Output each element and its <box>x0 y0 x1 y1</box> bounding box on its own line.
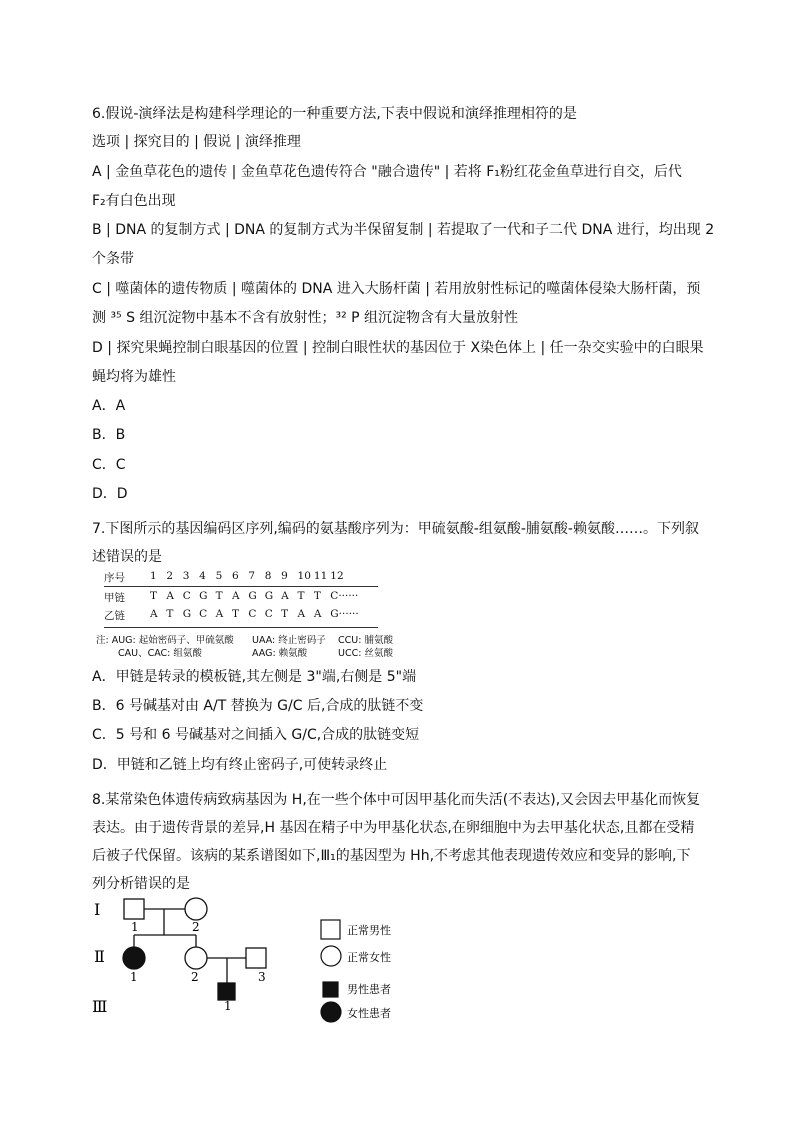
q6-option-a: A．A <box>92 398 126 414</box>
base: G <box>199 590 208 602</box>
index-cell: 3 <box>182 570 190 582</box>
q6-row-d-line1: D | 探究果蝇控制白眼基因的位置 | 控制白眼性状的基因位于 X染色体上 | 任一杂交实验中的白眼果 <box>92 340 704 356</box>
generation-2-label: Ⅱ <box>94 947 105 966</box>
base: C <box>248 608 257 620</box>
codon-note-2c: UCC: 丝氨酸 <box>338 648 393 659</box>
base: T <box>281 608 289 620</box>
base: C <box>199 608 208 620</box>
codon-note-1c: CCU: 脯氨酸 <box>338 635 393 646</box>
base: T <box>166 608 174 620</box>
base: C <box>182 590 191 602</box>
legend-affected-female-symbol <box>321 1002 341 1022</box>
legend-normal-male-label: 正常男性 <box>347 924 391 937</box>
q7-option-b: B．6 号碱基对由 A/T 替换为 G/C 后,合成的肽链不变 <box>92 698 424 714</box>
base: A <box>166 590 174 602</box>
individual-I1-normal-male <box>124 899 144 919</box>
legend-affected-male-label: 男性患者 <box>347 983 391 996</box>
index-cell: 5 <box>215 570 223 582</box>
index-cell: 11 <box>313 570 328 582</box>
chain-a-label: 甲链 <box>104 592 125 604</box>
II3-number: 3 <box>258 970 266 984</box>
II1-number: 1 <box>130 970 138 984</box>
legend-affected-female-label: 女性患者 <box>347 1007 391 1020</box>
q6-row-c-line2: 测 ³⁵ S 组沉淀物中基本不含有放射性；³² P 组沉淀物含有大量放射性 <box>92 310 519 326</box>
chain-b-label: 乙链 <box>104 610 125 622</box>
q8-stem-line3: 后被子代保留。该病的某系谱图如下,Ⅲ₁的基因型为 Hh,不考虑其他表现遗传效应和变异的影响,下 <box>92 848 691 864</box>
index-cell: 2 <box>166 570 174 582</box>
base: A <box>313 608 322 620</box>
base: A <box>150 608 158 620</box>
q8-stem-line4: 列分析错误的是 <box>92 876 190 892</box>
base: C······ <box>330 590 359 602</box>
q6-table-header: 选项 | 探究目的 | 假说 | 演绎推理 <box>92 134 301 150</box>
q6-row-b-line1: B | DNA 的复制方式 | DNA 的复制方式为半保留复制 | 若提取了一代和子二代 DNA 进行，均出现 2 <box>92 222 715 238</box>
index-cell: 6 <box>231 570 239 582</box>
q6-row-d-line2: 蝇均将为雄性 <box>92 369 176 385</box>
q6-row-a-line2: F₂有白色出现 <box>92 193 176 209</box>
base: C <box>264 608 273 620</box>
index-cell: 10 <box>297 570 311 582</box>
individual-II2-normal-female <box>185 947 207 969</box>
I1-number: 1 <box>131 920 139 934</box>
q7-option-d: D．甲链和乙链上均有终止密码子,可使转录终止 <box>92 757 388 773</box>
II2-number: 2 <box>191 970 199 984</box>
generation-1-label: Ⅰ <box>94 900 101 919</box>
legend-normal-female-label: 正常女性 <box>347 951 391 964</box>
base: G <box>182 608 192 620</box>
individual-II1-affected-female <box>123 947 145 969</box>
index-cell: 12 <box>330 570 344 582</box>
codon-note-2b: AAG: 赖氨酸 <box>252 648 308 659</box>
index-cell: 9 <box>281 570 288 582</box>
legend-normal-male-symbol <box>321 920 340 939</box>
q6-stem: 6.假说-演绎法是构建科学理论的一种重要方法,下表中假说和演绎推理相符的是 <box>92 106 577 122</box>
index-cell: 7 <box>248 570 256 582</box>
base: T <box>150 590 158 602</box>
codon-note-1b: UAA: 终止密码子 <box>252 635 326 646</box>
base: G <box>264 590 274 602</box>
legend-affected-male-symbol <box>323 982 338 997</box>
base: G <box>248 590 257 602</box>
codon-note-2a: CAU、CAC: 组氨酸 <box>118 648 202 659</box>
base: A <box>231 590 240 602</box>
q6-option-b: B．B <box>92 427 126 443</box>
legend-normal-female-symbol <box>321 946 341 966</box>
generation-3-label: Ⅲ <box>92 997 108 1016</box>
index-label: 序号 <box>104 572 125 584</box>
codon-note-1a: 注: AUG: 起始密码子、甲硫氨酸 <box>96 635 234 646</box>
base: T <box>297 590 305 602</box>
individual-III1-affected-male <box>218 983 235 1000</box>
index-cell: 1 <box>150 570 157 582</box>
q6-option-d: D．D <box>92 486 128 502</box>
q7-option-a: A．甲链是转录的模板链,其左侧是 3"端,右侧是 5"端 <box>92 669 417 685</box>
base: A <box>281 590 289 602</box>
base: T <box>231 608 239 620</box>
q7-stem-line1: 7.下图所示的基因编码区序列,编码的氨基酸序列为：甲硫氨酸-组氨酸-脯氨酸-赖氨酸……。下列叙 <box>92 521 699 537</box>
base: T <box>215 590 223 602</box>
q6-option-c: C．C <box>92 457 126 473</box>
q7-stem-line2: 述错误的是 <box>92 549 162 565</box>
individual-I2-normal-female <box>185 898 207 920</box>
I2-number: 2 <box>192 920 200 934</box>
III1-number: 1 <box>224 999 232 1013</box>
q8-stem-line1: 8.某常染色体遗传病致病基因为 H,在一些个体中可因甲基化而失活(不表达),又会因去甲基化而恢复 <box>92 792 701 808</box>
index-cell: 4 <box>199 570 206 582</box>
base: A <box>297 608 306 620</box>
q6-row-b-line2: 个条带 <box>92 251 134 267</box>
base: T <box>313 590 321 602</box>
base: G······ <box>330 608 359 620</box>
q6-row-c-line1: C | 噬菌体的遗传物质 | 噬菌体的 DNA 进入大肠杆菌 | 若用放射性标记的噬菌体侵染大肠杆菌，预 <box>92 281 701 297</box>
q8-stem-line2: 表达。由于遗传背景的差异,H 基因在精子中为甲基化状态,在卵细胞中为去甲基化状态,且都在受精 <box>92 820 695 836</box>
index-cell: 8 <box>264 570 272 582</box>
q7-option-c: C．5 号和 6 号碱基对之间插入 G/C,合成的肽链变短 <box>92 727 420 743</box>
individual-II3-normal-male <box>246 948 266 968</box>
q6-row-a-line1: A | 金鱼草花色的遗传 | 金鱼草花色遗传符合 "融合遗传" | 若将 F₁粉红花金鱼草进行自交，后代 <box>92 164 682 180</box>
base: A <box>215 608 224 620</box>
